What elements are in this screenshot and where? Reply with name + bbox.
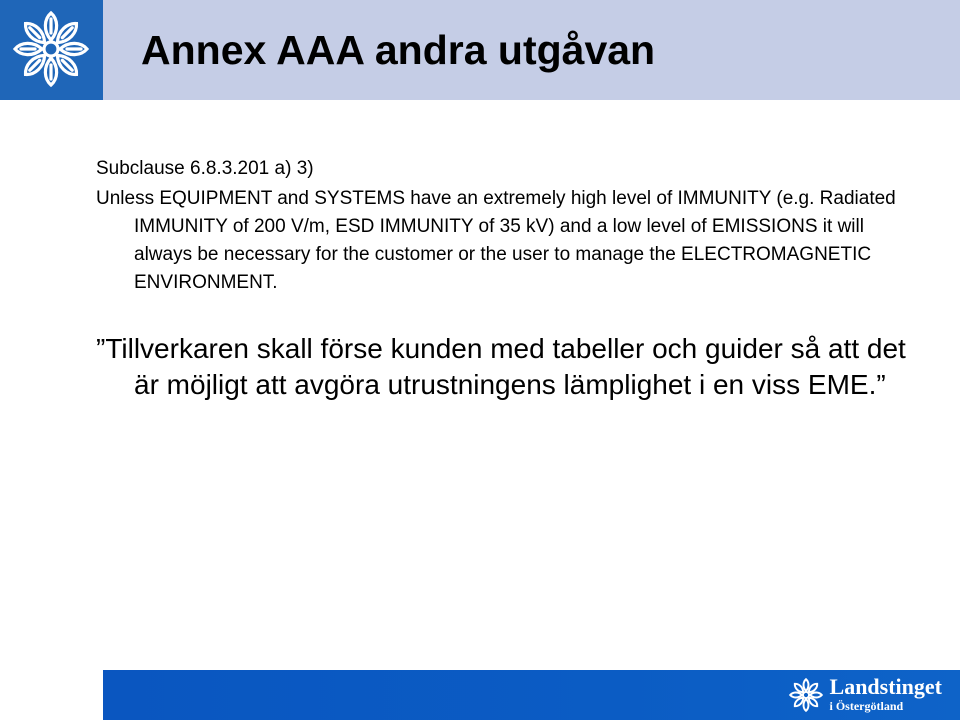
subclause-label: Subclause 6.8.3.201 a) 3) (96, 158, 314, 179)
slide-content (96, 155, 926, 403)
snowflake-flower-icon (10, 8, 92, 90)
english-paragraph: Unless EQUIPMENT and SYSTEMS have an extremely high level of IMMUNITY (e.g. Radiated IMMUNITY of 200 V/m, ESD IMMUNITY of 35 kV) and a low level of EMISSIONS it will always be necessary for the customer or the user to manage the ELECTROMAGNETIC ENVIRONMENT. (96, 188, 896, 293)
title-bar (103, 0, 960, 100)
brand-name: Landstinget (829, 674, 942, 699)
snowflake-flower-icon (788, 677, 824, 713)
footer-logo (788, 676, 942, 713)
header-logo-box (0, 0, 103, 100)
footer-bar (103, 670, 960, 720)
footer-left-block (0, 670, 103, 720)
swedish-quote: ”Tillverkaren skall förse kunden med tabeller och guider så att det är möjligt att avgöra utrustningens lämplighet i en viss EME.” (96, 333, 906, 400)
page-title: Annex AAA andra utgåvan (141, 27, 656, 73)
brand-text (830, 676, 942, 713)
brand-subtitle: i Östergötland (829, 699, 904, 713)
